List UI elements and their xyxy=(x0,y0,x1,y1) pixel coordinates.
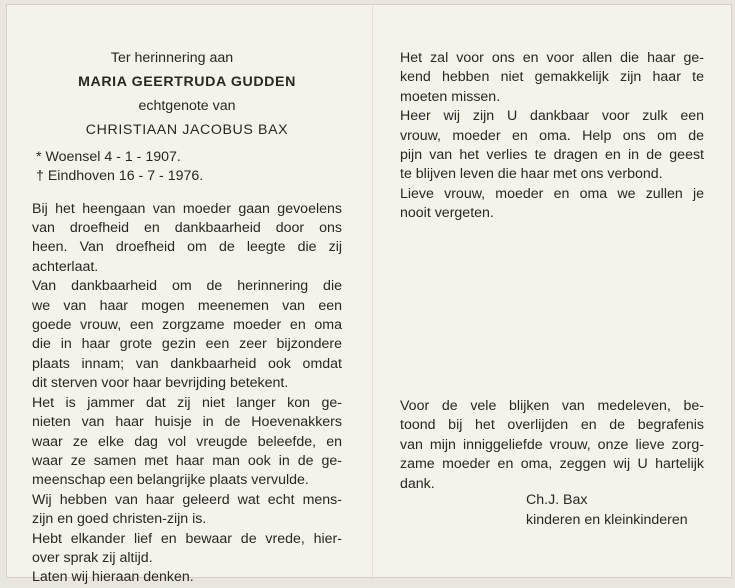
text-line: kend hebben niet gemakkelijk zijn haar te xyxy=(400,69,704,86)
text-line: moeten missen. xyxy=(400,88,501,105)
text-line: Het zal voor ons en voor allen die haar ge- xyxy=(400,50,704,66)
text-line: goede vrouw, een zorgzame moeder en oma xyxy=(32,317,342,334)
left-panel xyxy=(32,49,342,588)
right-body-text xyxy=(400,49,704,224)
left-body-text xyxy=(32,200,342,588)
text-line: pijn van het verlies te dragen en in de geest xyxy=(400,147,704,164)
thanks-text xyxy=(400,397,704,494)
paragraph xyxy=(32,568,342,587)
paragraph xyxy=(32,491,342,530)
text-line: Het is jammer dat zij niet langer kon ge- xyxy=(32,394,342,411)
paragraph xyxy=(400,49,704,107)
paragraph xyxy=(400,397,704,494)
text-line: meenschap een belangrijke plaats vervulde. xyxy=(32,472,309,489)
text-line: waar ze elke dag vol vreugde beleefde, en xyxy=(32,433,342,450)
text-line: nieten van haar huisje in de Hoevenakkers xyxy=(32,414,342,431)
signature-block xyxy=(526,490,688,530)
text-line: zijn en goed christen-zijn is. xyxy=(32,511,207,528)
paragraph xyxy=(32,200,342,278)
signature-family: kinderen en kleinkinderen xyxy=(526,512,688,528)
text-line: Hebt elkander lief en bewaar de vrede, hier- xyxy=(32,530,342,547)
text-line: Voor de vele blijken van medeleven, be- xyxy=(400,398,704,414)
text-line: toond bij het overlijden en de begrafenis xyxy=(400,417,704,434)
paragraph xyxy=(32,394,342,491)
text-line: die in haar grote gezin een zeer bijzondere xyxy=(32,336,342,353)
paragraph xyxy=(32,530,342,569)
spouse-name: CHRISTIAAN JACOBUS BAX xyxy=(85,122,289,139)
text-line: Lieve vrouw, moeder en oma we zullen je xyxy=(400,185,704,202)
deceased-name: MARIA GEERTRUDA GUDDEN xyxy=(78,74,296,91)
memorial-header xyxy=(32,49,342,186)
text-line: achterlaat. xyxy=(32,258,99,275)
text-line: plaats innam; van dankbaarheid ook omdat xyxy=(32,355,342,372)
text-line: Bij het heengaan van moeder gaan gevoelens xyxy=(32,200,342,217)
signature-name: Ch.J. Bax xyxy=(526,492,588,508)
text-line: heen. Van droefheid om de leegte die zij xyxy=(32,239,342,256)
intro-line: Ter herinnering aan xyxy=(110,50,234,66)
text-line: te blijven leven die haar met ons verbond. xyxy=(400,166,663,183)
death-date: † Eindhoven 16 - 7 - 1976. xyxy=(36,167,204,184)
card-fold xyxy=(372,5,373,577)
text-line: zame moeder en oma, zeggen wij U hartelijk xyxy=(400,456,704,473)
spouse-label: echtgenote van xyxy=(138,97,236,114)
text-line: nooit vergeten. xyxy=(400,205,494,222)
paragraph xyxy=(400,107,704,185)
text-line: Laten wij hieraan denken. xyxy=(32,569,194,586)
paragraph xyxy=(400,185,704,224)
text-line: Van dankbaarheid om de herinnering die xyxy=(32,278,342,295)
text-line: Wij hebben van haar geleerd wat echt mens- xyxy=(32,491,342,508)
birth-date: * Woensel 4 - 1 - 1907. xyxy=(36,148,181,165)
text-line: dank. xyxy=(400,475,435,492)
text-line: dit sterven voor haar bevrijding betekent. xyxy=(32,375,289,392)
life-dates xyxy=(36,148,342,186)
text-line: van mijn inniggeliefde vrouw, onze lieve zorg- xyxy=(400,436,704,453)
text-line: we van haar mogen meenemen van een xyxy=(32,297,342,314)
text-line: over sprak zij altijd. xyxy=(32,549,153,566)
paragraph xyxy=(32,277,342,393)
text-line: van droefheid en dankbaarheid door ons xyxy=(32,220,342,237)
text-line: Heer wij zijn U dankbaar voor zulk een xyxy=(400,108,704,125)
text-line: waar ze samen met haar man ook in de ge- xyxy=(32,452,342,469)
text-line: vrouw, moeder en oma. Help ons om de xyxy=(400,127,704,144)
